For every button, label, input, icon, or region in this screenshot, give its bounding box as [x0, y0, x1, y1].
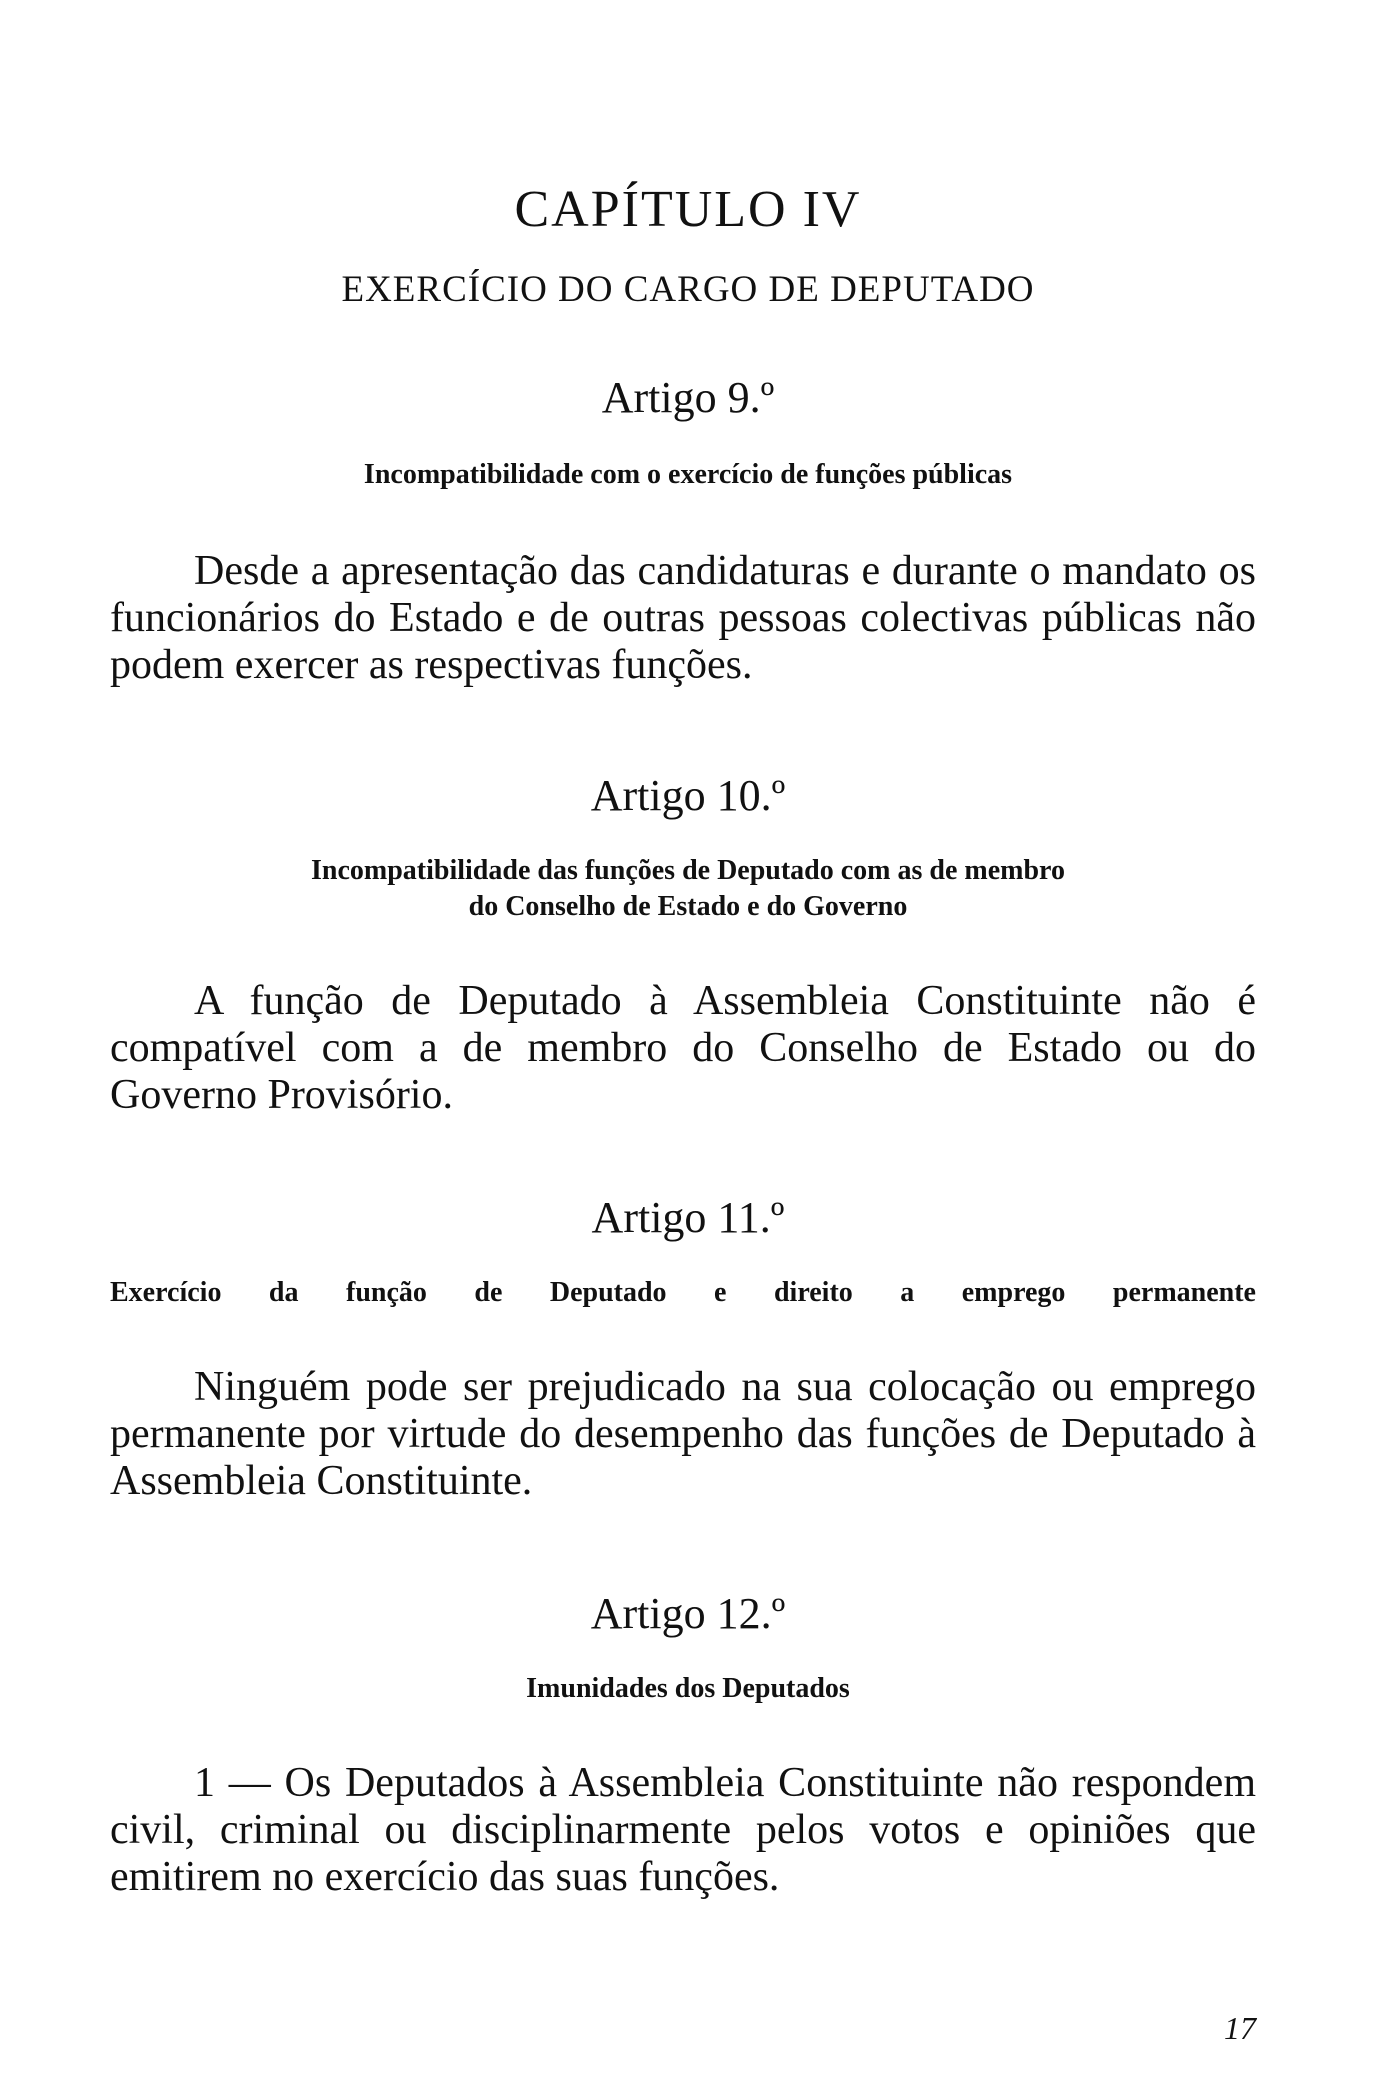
article-9-body	[110, 548, 1256, 689]
article-12-heading: Imunidades dos Deputados	[526, 1673, 850, 1704]
page-number: 17	[1224, 2010, 1256, 2046]
article-11-body-text: Ninguém pode ser prejudicado na sua colocação ou emprego permanente por virtude do desempenho das funções de Deputado à Assembleia Constituinte.	[110, 1364, 1256, 1504]
chapter-title: CAPÍTULO IV	[514, 181, 862, 238]
article-10-body-text: A função de Deputado à Assembleia Constituinte não é compatível com a de membro do Conselho de Estado ou do Governo Provisório.	[110, 978, 1256, 1118]
article-10-title: Artigo 10.º	[590, 771, 786, 820]
article-11-heading: Exercício da função de Deputado e direito a emprego permanente	[110, 1277, 1256, 1308]
article-12-body-text: 1 — Os Deputados à Assembleia Constituinte não respondem civil, criminal ou disciplinarmente pelos votos e opiniões que emitirem no exercício das suas funções.	[110, 1760, 1256, 1900]
article-9-body-text: Desde a apresentação das candidaturas e durante o mandato os funcionários do Estado e de outras pessoas colectivas públicas não podem exercer as respectivas funções.	[110, 548, 1256, 688]
chapter-subtitle: EXERCÍCIO DO CARGO DE DEPUTADO	[341, 269, 1035, 310]
article-9-heading: Incompatibilidade com o exercício de funções públicas	[363, 459, 1013, 490]
article-10-heading-line2: do Conselho de Estado e do Governo	[468, 891, 908, 922]
article-10-heading-line1: Incompatibilidade das funções de Deputado com as de membro	[311, 855, 1065, 886]
article-11-body	[110, 1364, 1256, 1505]
article-10-body	[110, 978, 1256, 1119]
article-11-title: Artigo 11.º	[591, 1193, 785, 1242]
article-12-title: Artigo 12.º	[590, 1589, 786, 1638]
article-9-title: Artigo 9.º	[601, 373, 775, 422]
article-12-body	[110, 1760, 1256, 1901]
